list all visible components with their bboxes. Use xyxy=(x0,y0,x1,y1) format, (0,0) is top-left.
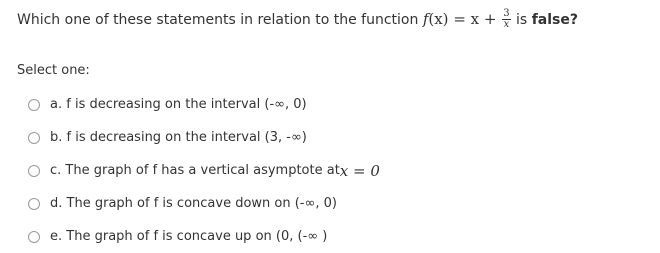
option-e-text: The graph of f is concave up on (0, (-∞ ) xyxy=(66,229,328,244)
option-e-letter: e. xyxy=(50,229,63,244)
question-prefix: Which one of these statements in relation to the function xyxy=(17,12,423,28)
question-suffix: is xyxy=(511,12,532,28)
radio-option-a[interactable] xyxy=(28,99,40,111)
answer-options xyxy=(28,88,380,253)
option-a-text: f is decreasing on the interval (-∞, 0) xyxy=(66,97,307,112)
option-b[interactable] xyxy=(28,121,380,154)
radio-option-b[interactable] xyxy=(28,132,40,144)
radio-option-c[interactable] xyxy=(28,165,40,177)
option-d-text: The graph of f is concave down on (-∞, 0) xyxy=(66,196,337,211)
select-one-label: Select one: xyxy=(17,63,90,78)
option-c-text: The graph of f has a vertical asymptote at xyxy=(65,163,340,178)
option-d[interactable] xyxy=(28,187,380,220)
option-c-letter: c. xyxy=(50,163,62,178)
option-b-text: f is decreasing on the interval (3, -∞) xyxy=(66,130,307,145)
fraction: $\frac{3}{x}$ xyxy=(503,7,510,30)
question-text xyxy=(17,8,578,31)
option-d-letter: d. xyxy=(50,196,63,211)
option-e[interactable] xyxy=(28,220,380,253)
option-c-math: x = 0 xyxy=(339,161,380,180)
question-emphasis: false? xyxy=(531,12,578,28)
option-a[interactable] xyxy=(28,88,380,121)
function-expression: f(x) = x + $\frac{3}{x}$ xyxy=(422,7,510,30)
option-b-letter: b. xyxy=(50,130,63,145)
radio-option-d[interactable] xyxy=(28,198,40,210)
option-c[interactable] xyxy=(28,154,380,187)
option-a-letter: a. xyxy=(50,97,63,112)
radio-option-e[interactable] xyxy=(28,231,40,243)
